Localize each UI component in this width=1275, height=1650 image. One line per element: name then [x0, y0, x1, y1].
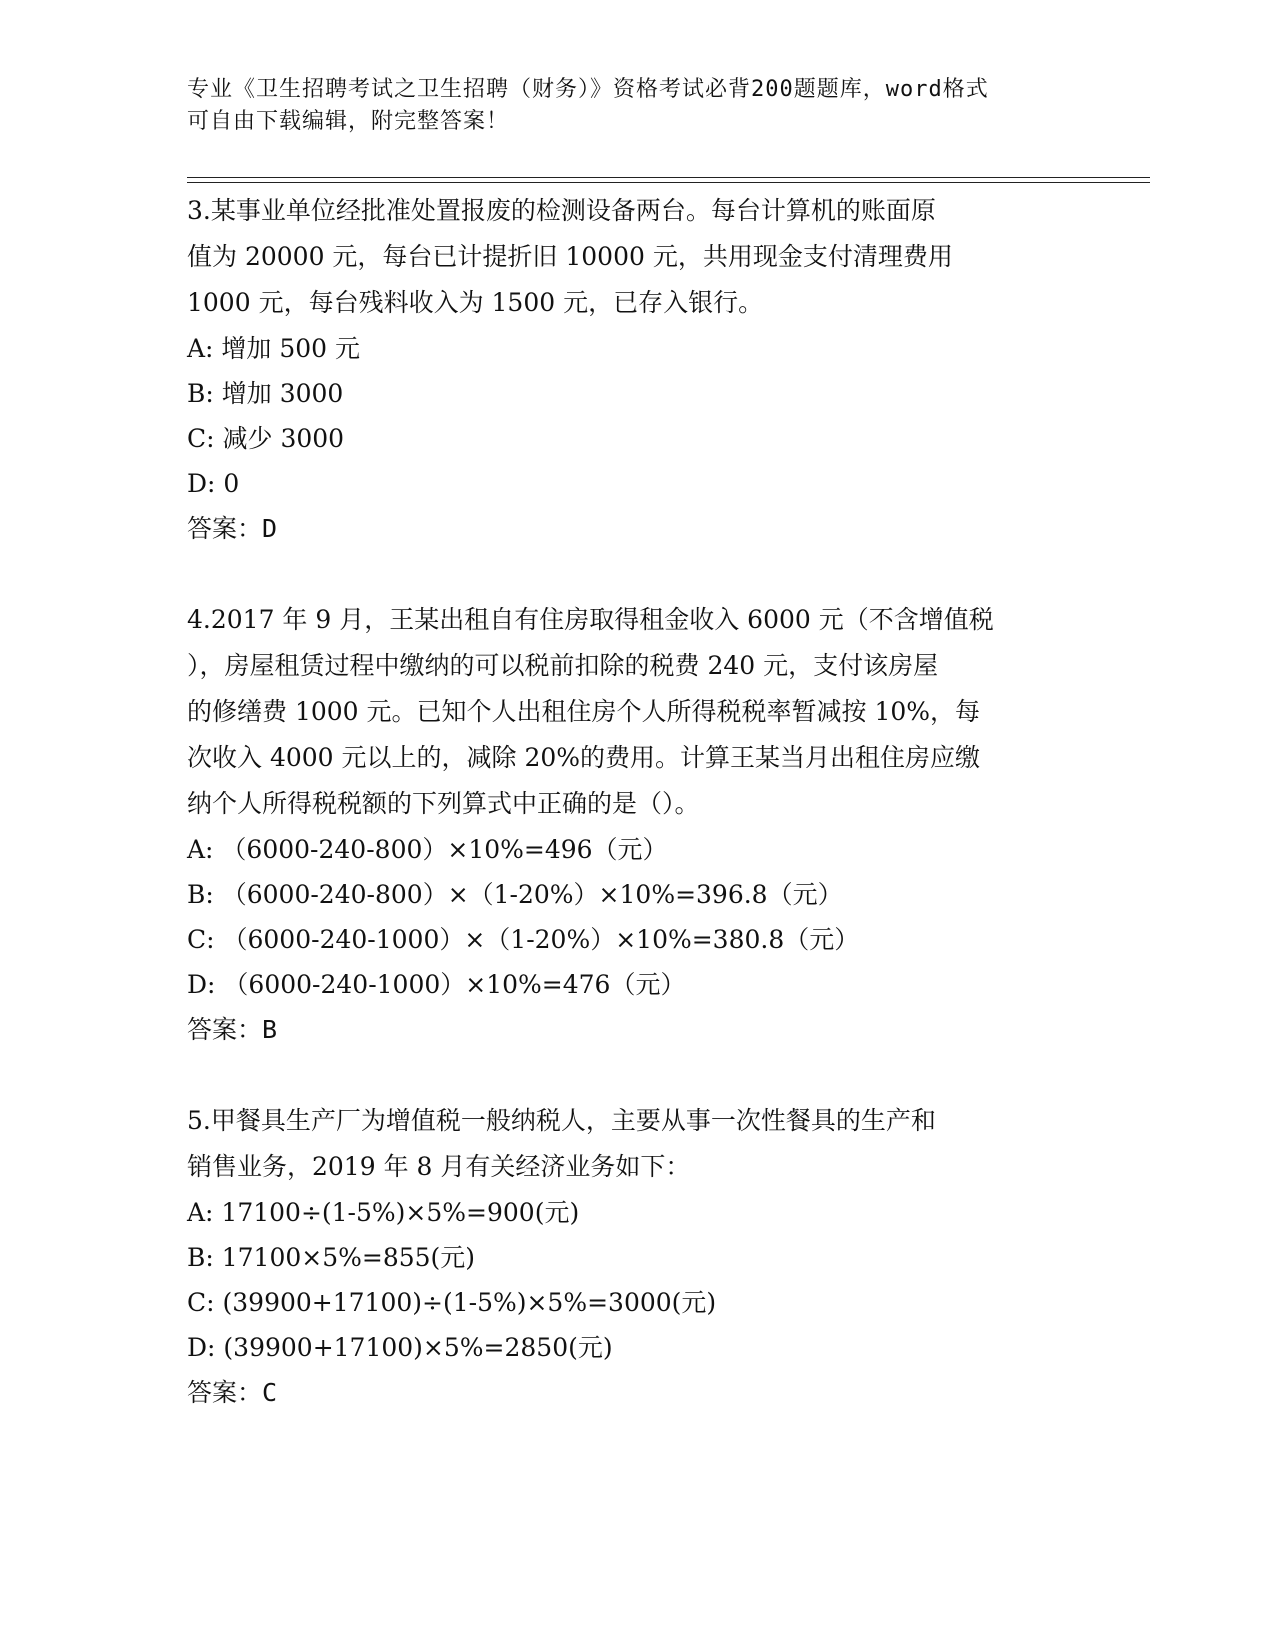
- answer: 答案：C: [187, 1378, 278, 1407]
- document-header: [187, 74, 1067, 138]
- header-line-2: 可自由下载编辑，附完整答案！: [187, 109, 510, 134]
- stem-line: 次收入 4000 元以上的，减除 20%的费用。计算王某当月出租住房应缴: [187, 743, 981, 772]
- stem-line: 4.2017 年 9 月，王某出租自有住房取得租金收入 6000 元（不含增值税: [187, 605, 994, 634]
- option-d: D: (39900+17100)×5%=2850(元): [187, 1333, 613, 1362]
- question-stem: [187, 1098, 1087, 1190]
- option-b: B: 17100×5%=855(元): [187, 1243, 476, 1272]
- stem-line: 销售业务，2019 年 8 月有关经济业务如下：: [187, 1152, 691, 1181]
- option-a: A: 17100÷(1-5%)×5%=900(元): [187, 1198, 580, 1227]
- option-d: D: 0: [187, 469, 240, 498]
- option-b: B: 增加 3000: [187, 379, 344, 408]
- header-divider-bottom: [187, 182, 1150, 183]
- option-c: C: (39900+17100)÷(1-5%)×5%=3000(元): [187, 1288, 717, 1317]
- question-3: [187, 188, 1087, 551]
- option-c: C: 减少 3000: [187, 424, 345, 453]
- option-d: D: （6000-240-1000）×10%=476（元）: [187, 970, 686, 999]
- stem-line: 3.某事业单位经批准处置报废的检测设备两台。每台计算机的账面原: [187, 196, 936, 225]
- question-stem: [187, 597, 1087, 827]
- option-b: B: （6000-240-800）×（1-20%）×10%=396.8（元）: [187, 880, 843, 909]
- header-divider-top: [187, 177, 1150, 178]
- header-line-1: 专业《卫生招聘考试之卫生招聘（财务）》资格考试必背200题题库，word格式: [187, 77, 989, 102]
- stem-line: 纳个人所得税税额的下列算式中正确的是（）。: [187, 789, 700, 818]
- stem-line: 的修缮费 1000 元。已知个人出租住房个人所得税税率暂减按 10%，每: [187, 697, 981, 726]
- stem-line: ），房屋租赁过程中缴纳的可以税前扣除的税费 240 元，支付该房屋: [187, 651, 939, 680]
- option-a: A: （6000-240-800）×10%=496（元）: [187, 835, 668, 864]
- stem-line: 5.甲餐具生产厂为增值税一般纳税人，主要从事一次性餐具的生产和: [187, 1106, 936, 1135]
- stem-line: 1000 元，每台残料收入为 1500 元，已存入银行。: [187, 288, 764, 317]
- option-a: A: 增加 500 元: [187, 334, 361, 363]
- answer: 答案：B: [187, 1015, 278, 1044]
- question-5: [187, 1098, 1087, 1415]
- stem-line: 值为 20000 元，每台已计提折旧 10000 元，共用现金支付清理费用: [187, 242, 953, 271]
- option-c: C: （6000-240-1000）×（1-20%）×10%=380.8（元）: [187, 925, 860, 954]
- answer: 答案：D: [187, 514, 278, 543]
- question-stem: [187, 188, 1087, 326]
- question-4: [187, 597, 1087, 1052]
